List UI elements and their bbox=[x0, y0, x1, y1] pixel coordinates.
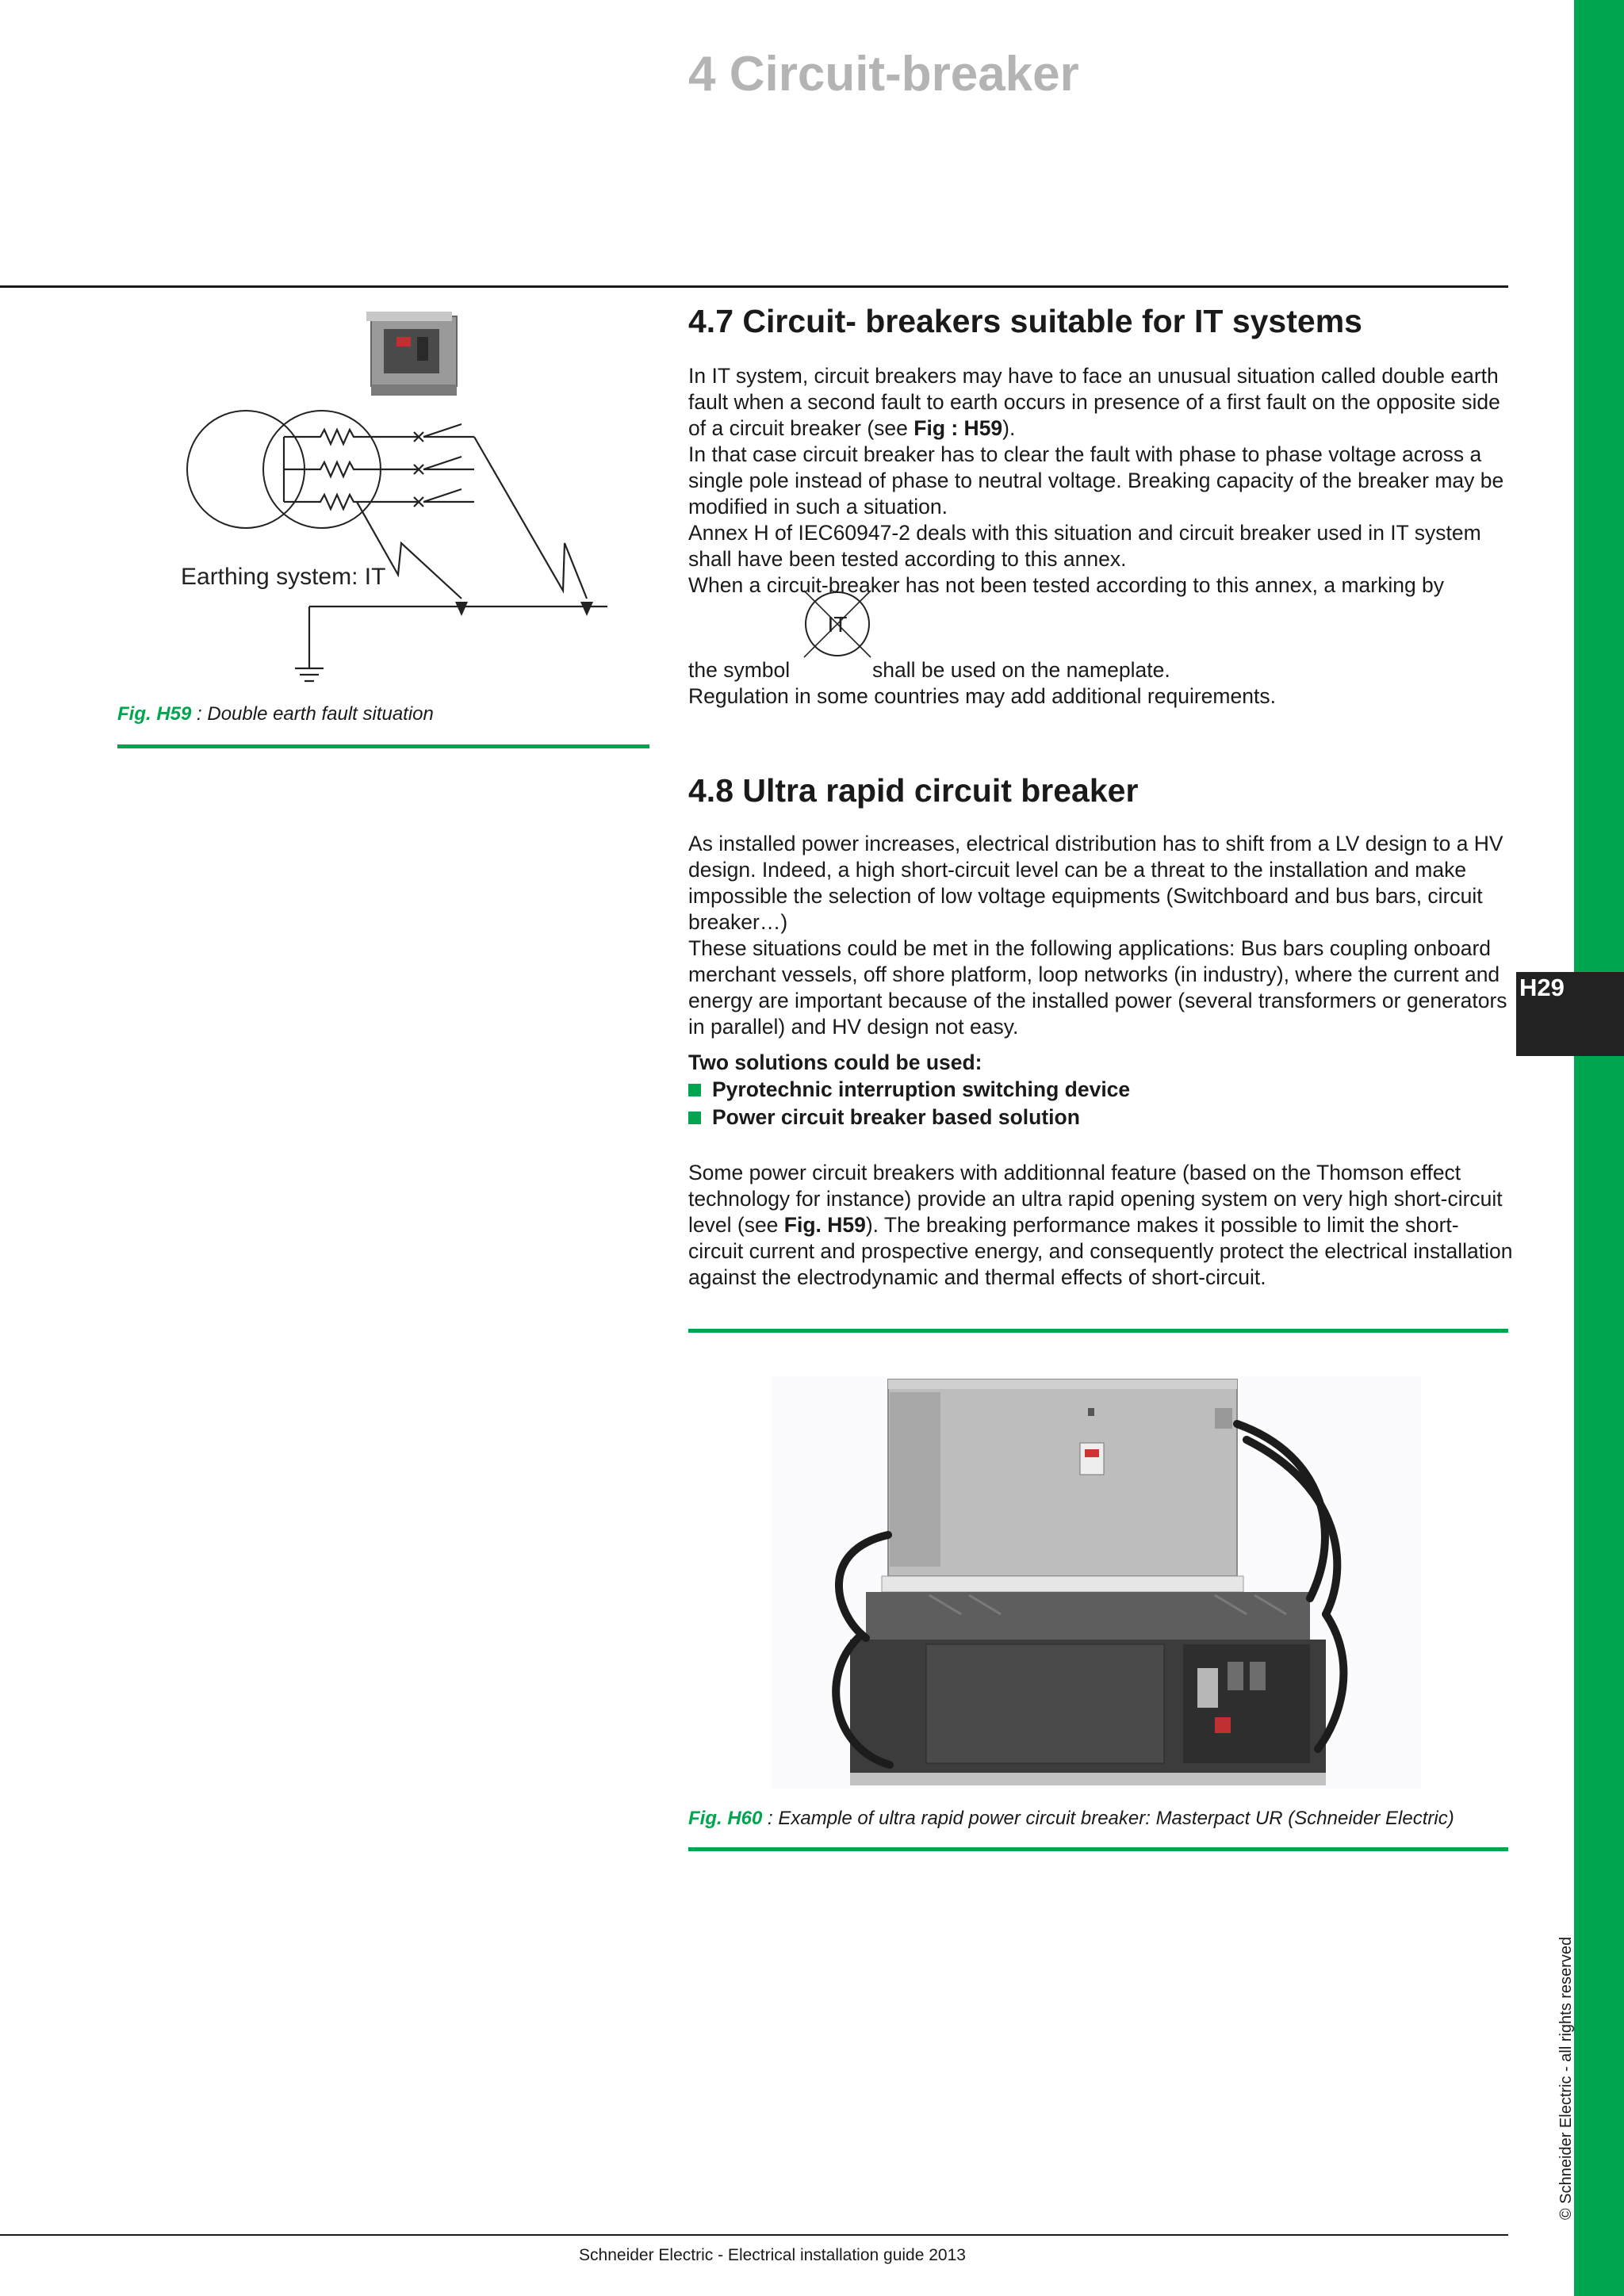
side-color-bar bbox=[1574, 0, 1624, 2296]
section-4-8-paragraph-3: Some power circuit breakers with additionnal feature (based on the Thomson effect technology for instance) provide an ultra rapid opening system on very high short-circuit level (see Fig. H59). The breaking performance makes it possible to limit the short-circuit current and prospective energy, and consequently protect the electrical installation against the electrodynamic and thermal effects of short-circuit. bbox=[688, 1161, 1513, 1289]
list-item: Pyrotechnic interruption switching device bbox=[688, 1076, 1513, 1104]
footer-text: Schneider Electric - Electrical installation guide 2013 bbox=[579, 2246, 966, 2264]
section-4-8-body bbox=[688, 831, 1513, 1291]
it-marking-symbol bbox=[799, 586, 875, 662]
section-4-7-paragraph-4: When a circuit-breaker has not been tested according to this annex, a marking by bbox=[688, 573, 1445, 597]
fig-h59-label: Fig. H59 bbox=[117, 703, 192, 725]
section-4-7-body bbox=[688, 363, 1513, 710]
copyright-notice: © Schneider Electric - all rights reserved bbox=[1557, 1936, 1575, 2220]
it-symbol-label: IT bbox=[827, 612, 848, 637]
fig-h60-bottom-rule bbox=[688, 1847, 1508, 1851]
breaker-thumbnail bbox=[366, 312, 457, 396]
chapter-title: 4 Circuit-breaker bbox=[688, 47, 1079, 101]
section-4-7-paragraph-3: Annex H of IEC60947-2 deals with this situation and circuit breaker used in IT system shall have been tested according to this annex. bbox=[688, 521, 1481, 571]
section-4-8-paragraph-1: As installed power increases, electrical distribution has to shift from a LV design to a HV design. Indeed, a high short-circuit level can be a threat to the installation and make impossible the selection of low voltage equipments (Switchboard and bus bars, circuit breaker…) bbox=[688, 832, 1503, 934]
fig-h60-caption bbox=[688, 1808, 1454, 1830]
fig-h60-label: Fig. H60 bbox=[688, 1808, 763, 1829]
fig-h60-top-rule bbox=[688, 1329, 1508, 1333]
double-earth-fault-diagram bbox=[119, 305, 626, 686]
fig-h59-text: : Double earth fault situation bbox=[191, 703, 434, 725]
footer bbox=[0, 2246, 1624, 2265]
section-4-7-paragraph-6: Regulation in some countries may add additional requirements. bbox=[688, 684, 1276, 708]
symbol-sentence: the symbol IT shall be used on the nameplate. bbox=[688, 657, 1513, 683]
section-4-8-heading: 4.8 Ultra rapid circuit breaker bbox=[688, 772, 1139, 809]
fig-h60-text: : Example of ultra rapid power circuit breaker: Masterpact UR (Schneider Electric) bbox=[762, 1808, 1454, 1829]
section-4-7-heading: 4.7 Circuit- breakers suitable for IT systems bbox=[688, 303, 1362, 339]
fig-h59-caption bbox=[117, 703, 434, 725]
list-item: Power circuit breaker based solution bbox=[688, 1104, 1513, 1131]
section-4-7-paragraph-1: In IT system, circuit breakers may have to face an unusual situation called double earth fault when a second fault to earth occurs in presence of a first fault on the opposite side of a circuit breaker (see Fig : H59). bbox=[688, 364, 1500, 440]
masterpact-ur-photo bbox=[771, 1376, 1421, 1789]
page-number-tab bbox=[1516, 972, 1624, 1056]
page-number: H29 bbox=[1519, 974, 1565, 1001]
header-rule bbox=[0, 285, 1508, 288]
solutions-title: Two solutions could be used: bbox=[688, 1050, 982, 1074]
earthing-system-label: Earthing system: IT bbox=[181, 564, 386, 590]
bullet-square-icon bbox=[688, 1084, 701, 1096]
fig-h59-reference-2: Fig. H59 bbox=[783, 1213, 866, 1237]
section-4-8-paragraph-2: These situations could be met in the following applications: Bus bars coupling onboard merchant vessels, off shore platform, loop networks (in industry), where the current and energy are important because of the installed power (several transformers or generators in parallel) and HV design not easy. bbox=[688, 936, 1507, 1039]
bullet-square-icon bbox=[688, 1112, 701, 1124]
solutions-list bbox=[688, 1076, 1513, 1131]
footer-rule bbox=[0, 2234, 1508, 2236]
fig-h59-rule bbox=[117, 744, 649, 748]
section-4-7-paragraph-2: In that case circuit breaker has to clear the fault with phase to phase voltage across a single pole instead of phase to neutral voltage. Breaking capacity of the breaker may be modified in such a situation. bbox=[688, 442, 1504, 519]
fig-h59-reference: Fig : H59 bbox=[914, 416, 1003, 440]
